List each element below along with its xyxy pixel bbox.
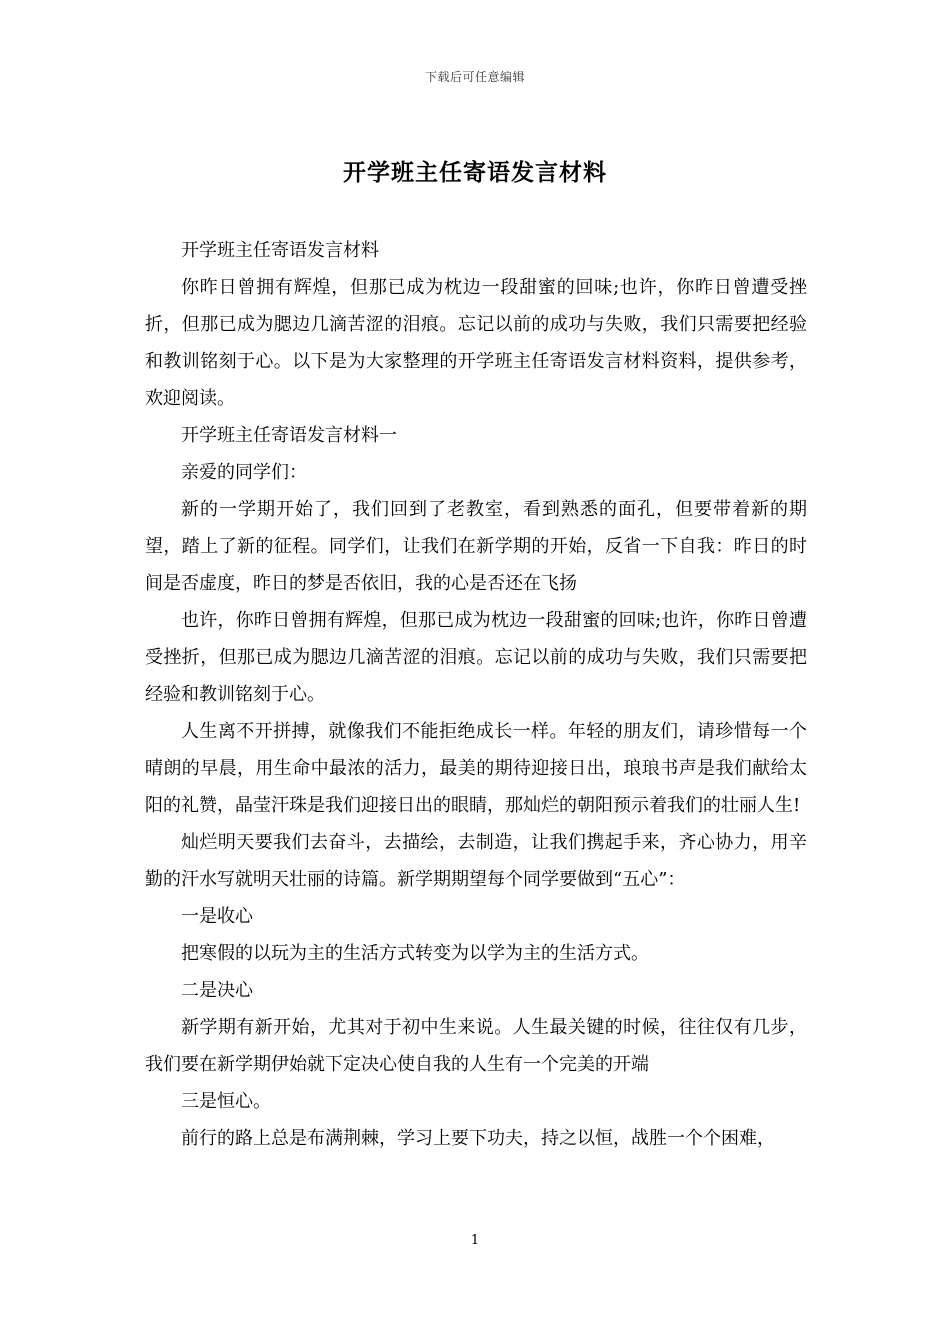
paragraph-subtitle: 开学班主任寄语发言材料 xyxy=(181,240,379,261)
paragraph: 人生离不开拼搏，就像我们不能拒绝成长一样。年轻的朋友们，请珍惜每一个晴朗的早晨，用生命中最浓的活力，最美的期待迎接日出，琅琅书声是我们献给太阳的礼赞，晶莹汗珠是我们迎接日出的眼睛，那灿烂的朝阳预示着我们的壮丽人生! xyxy=(145,721,807,816)
paragraph-point-heading: 三是恒心。 xyxy=(181,1091,271,1112)
page-title: 开学班主任寄语发言材料 xyxy=(343,159,607,186)
header-note: 下载后可任意编辑 xyxy=(424,70,525,84)
paragraph-section-heading: 开学班主任寄语发言材料一 xyxy=(181,425,397,446)
paragraph-point-heading: 一是收心 xyxy=(181,906,253,927)
paragraph: 前行的路上总是布满荆棘，学习上要下功夫，持之以恒，战胜一个个困难， xyxy=(181,1128,775,1149)
paragraph: 新的一学期开始了，我们回到了老教室，看到熟悉的面孔，但要带着新的期望，踏上了新的征程。同学们，让我们在新学期的开始，反省一下自我：昨日的时间是否虚度，昨日的梦是否依旧，我的心是否还在飞扬 xyxy=(145,499,807,594)
paragraph: 新学期有新开始，尤其对于初中生来说。人生最关键的时候，往往仅有几步，我们要在新学期伊始就下定决心使自我的人生有一个完美的开端 xyxy=(145,1017,807,1075)
paragraph: 灿烂明天要我们去奋斗，去描绘，去制造，让我们携起手来，齐心协力，用辛勤的汗水写就明天壮丽的诗篇。新学期期望每个同学要做到“五心”： xyxy=(145,832,807,890)
paragraph: 把寒假的以玩为主的生活方式转变为以学为主的生活方式。 xyxy=(181,943,649,964)
paragraph-salutation: 亲爱的同学们： xyxy=(181,462,307,483)
paragraph-point-heading: 二是决心 xyxy=(181,980,253,1001)
page-number: 1 xyxy=(470,1233,480,1248)
paragraph-intro: 你昨日曾拥有辉煌，但那已成为枕边一段甜蜜的回味;也许，你昨日曾遭受挫折，但那已成为腮边几滴苦涩的泪痕。忘记以前的成功与失败，我们只需要把经验和教训铭刻于心。以下是为大家整理的开学班主任寄语发言材料资料，提供参考，欢迎阅读。 xyxy=(145,277,807,409)
document-body xyxy=(145,232,807,1157)
paragraph: 也许，你昨日曾拥有辉煌，但那已成为枕边一段甜蜜的回味;也许，你昨日曾遭受挫折，但那已成为腮边几滴苦涩的泪痕。忘记以前的成功与失败，我们只需要把经验和教训铭刻于心。 xyxy=(145,610,807,705)
